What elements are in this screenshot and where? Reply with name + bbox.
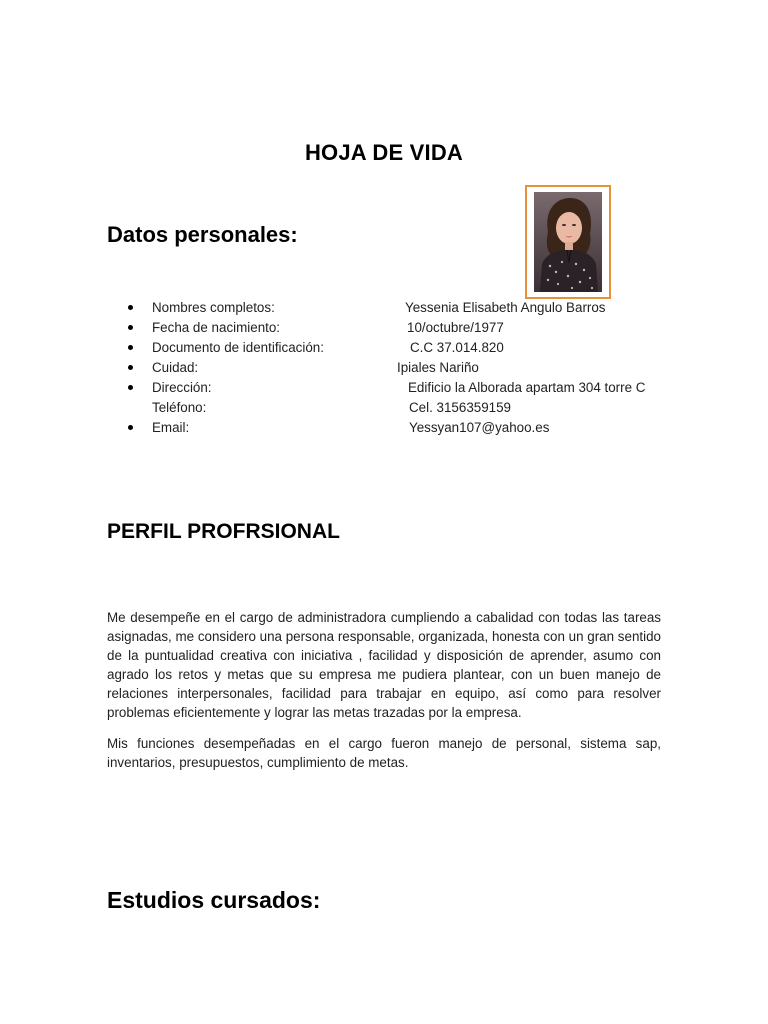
bullet-icon [128, 345, 133, 350]
studies-heading: Estudios cursados: [107, 887, 321, 913]
bullet-icon [128, 385, 133, 390]
info-value: Edificio la Alborada apartam 304 torre C [408, 380, 646, 395]
info-value: Ipiales Nariño [397, 360, 479, 375]
profile-paragraph: Me desempeñe en el cargo de administradora cumpliendo a cabalidad con todas las tareas asignadas, me considero una persona responsable, organizada, honesta con un gran sentido de la puntualidad creativa con iniciativa , facilidad y disposición de aprender, asumo con agrado los retos y metas que su empresa me pudiera plantear, con un buen manejo de relaciones interpersonales, facilidad para trabajar en equipo, así como para resolver problemas eficientemente y lograr las metas trazadas por la empresa. [107, 610, 661, 720]
info-label: Documento de identificación: [152, 340, 324, 355]
info-label: Fecha de nacimiento: [152, 320, 281, 335]
portrait-image [534, 192, 602, 292]
list-item-id-document [0, 338, 768, 358]
list-item-email [0, 418, 768, 438]
profile-photo [525, 185, 611, 299]
info-value: C.C 37.014.820 [410, 340, 504, 355]
info-label: Dirección: [152, 380, 212, 395]
bullet-icon [128, 365, 133, 370]
bullet-icon [128, 305, 133, 310]
info-value: Cel. 3156359159 [409, 400, 512, 415]
list-item-city [0, 358, 768, 378]
bullet-icon [128, 425, 133, 430]
list-item-birth-date [0, 318, 768, 338]
info-label: Email: [152, 420, 190, 435]
document-title: HOJA DE VIDA [304, 140, 464, 165]
list-item-address [0, 378, 768, 398]
info-value: Yessyan107@yahoo.es [409, 420, 550, 435]
list-item-phone [0, 398, 768, 418]
info-value: Yessenia Elisabeth Angulo Barros [405, 300, 606, 315]
list-item-full-name [0, 298, 768, 318]
info-label: Cuidad: [152, 360, 199, 375]
bullet-icon [128, 325, 133, 330]
professional-profile-heading: PERFIL PROFRSIONAL [107, 520, 340, 543]
info-value: 10/octubre/1977 [407, 320, 504, 335]
personal-data-heading: Datos personales: [107, 222, 298, 247]
info-label: Nombres completos: [152, 300, 275, 315]
personal-data-list [0, 298, 768, 438]
info-label: Teléfono: [152, 400, 207, 415]
functions-paragraph: Mis funciones desempeñadas en el cargo fueron manejo de personal, sistema sap, inventarios, presupuestos, cumplimiento de metas. [107, 736, 661, 770]
